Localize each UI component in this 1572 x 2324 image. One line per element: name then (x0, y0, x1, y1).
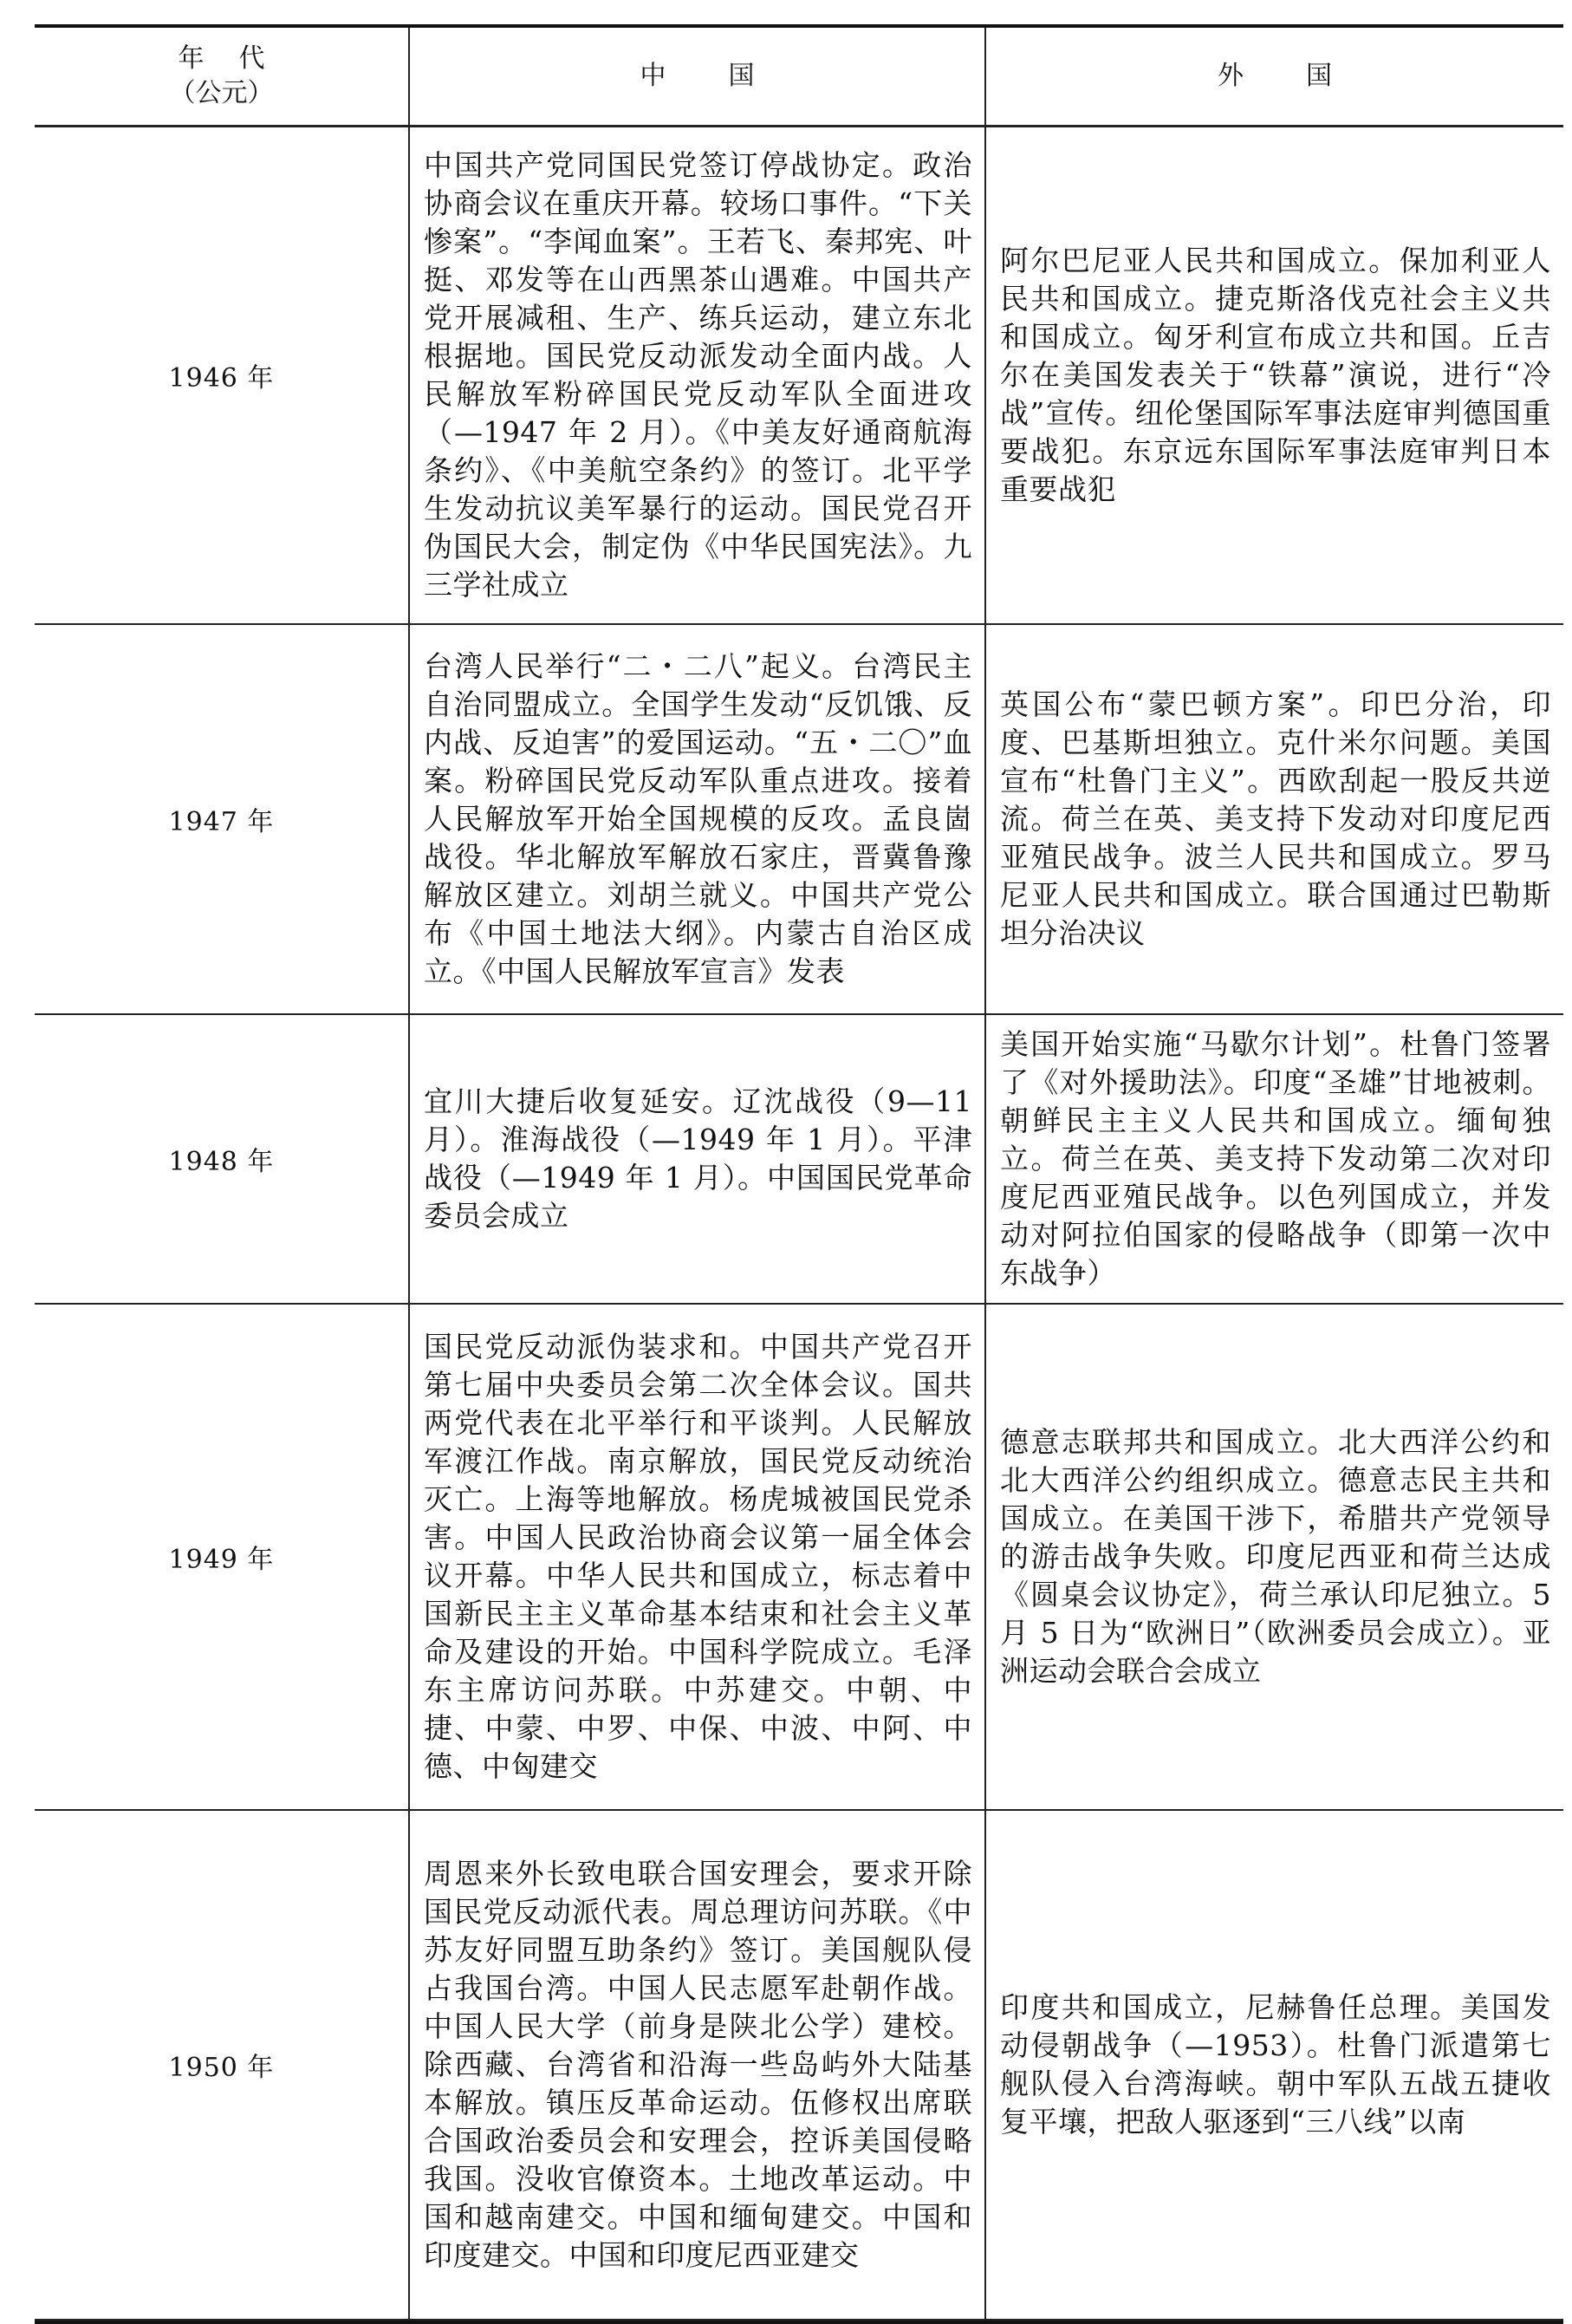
china-events-cell: 国民党反动派伪装求和。中国共产党召开第七届中央委员会第二次全体会议。国共两党代表在北平举行和平谈判。人民解放军渡江作战。南京解放，国民党反动统治灭亡。上海等地解放。杨虎城被国民党杀害。中国人民政治协商会议第一届全体会议开幕。中华人民共和国成立，标志着中国新民主主义革命基本结束和社会主义革命及建设的开始。中国科学院成立。毛泽东主席访问苏联。中苏建交。中朝、中捷、中蒙、中罗、中保、中波、中阿、中德、中匈建交 (409, 1304, 985, 1810)
foreign-events-cell: 美国开始实施“马歇尔计划”。杜鲁门签署了《对外援助法》。印度“圣雄”甘地被刺。朝鲜民主主义人民共和国成立。缅甸独立。荷兰在英、美支持下发动第二次对印度尼西亚殖民战争。以色列国成立，并发动对阿拉伯国家的侵略战争（即第一次中东战争） (985, 1014, 1563, 1304)
header-foreign (985, 28, 1563, 127)
table-row (35, 127, 1563, 625)
foreign-events-cell: 阿尔巴尼亚人民共和国成立。保加利亚人民共和国成立。捷克斯洛伐克社会主义共和国成立。匈牙利宣布成立共和国。丘吉尔在美国发表关于“铁幕”演说，进行“冷战”宣传。纽伦堡国际军事法庭审判德国重要战犯。东京远东国际军事法庭审判日本重要战犯 (985, 127, 1563, 625)
foreign-events-cell: 印度共和国成立，尼赫鲁任总理。美国发动侵朝战争（—1953）。杜鲁门派遣第七舰队侵入台湾海峡。朝中军队五战五捷收复平壤，把敌人驱逐到“三八线”以南 (985, 1810, 1563, 2320)
foreign-events-cell: 德意志联邦共和国成立。北大西洋公约和北大西洋公约组织成立。德意志民主共和国成立。在美国干涉下，希腊共产党领导的游击战争失败。印度尼西亚和荷兰达成《圆桌会议协定》，荷兰承认印尼独立。5 月 5 日为“欧洲日”（欧洲委员会成立）。亚洲运动会联合会成立 (985, 1304, 1563, 1810)
year-cell: 1950 年 (35, 1810, 409, 2320)
chronology-table-wrapper (35, 24, 1563, 2324)
year-cell: 1947 年 (35, 624, 409, 1014)
table-body (35, 127, 1563, 2321)
table-row (35, 624, 1563, 1014)
chronology-table (35, 28, 1563, 2321)
header-year-unit: （公元） (169, 78, 274, 108)
china-events-cell: 周恩来外长致电联合国安理会，要求开除国民党反动派代表。周总理访问苏联。《中苏友好同盟互助条约》签订。美国舰队侵占我国台湾。中国人民志愿军赴朝作战。中国人民大学（前身是陕北公学）建校。除西藏、台湾省和沿海一些岛屿外大陆基本解放。镇压反革命运动。伍修权出席联合国政治委员会和安理会，控诉美国侵略我国。没收官僚资本。土地改革运动。中国和越南建交。中国和缅甸建交。中国和印度建交。中国和印度尼西亚建交 (409, 1810, 985, 2320)
header-year (35, 28, 409, 127)
china-events-cell: 宜川大捷后收复延安。辽沈战役（9—11 月）。淮海战役（—1949 年 1 月）。平津战役（—1949 年 1 月）。中国国民党革命委员会成立 (409, 1014, 985, 1304)
foreign-events-cell: 英国公布“蒙巴顿方案”。印巴分治，印度、巴基斯坦独立。克什米尔问题。美国宣布“杜鲁门主义”。西欧刮起一股反共逆流。荷兰在英、美支持下发动对印度尼西亚殖民战争。波兰人民共和国成立。罗马尼亚人民共和国成立。联合国通过巴勒斯坦分治决议 (985, 624, 1563, 1014)
header-china-label: 中国 (640, 61, 817, 91)
header-year-label: 年代 (178, 43, 300, 74)
year-cell: 1948 年 (35, 1014, 409, 1304)
table-header (35, 28, 1563, 127)
table-row (35, 1810, 1563, 2320)
header-row (35, 28, 1563, 127)
china-events-cell: 台湾人民举行“二・二八”起义。台湾民主自治同盟成立。全国学生发动“反饥饿、反内战、反迫害”的爱国运动。“五・二〇”血案。粉碎国民党反动军队重点进攻。接着人民解放军开始全国规模的反攻。孟良崮战役。华北解放军解放石家庄，晋冀鲁豫解放区建立。刘胡兰就义。中国共产党公布《中国土地法大纲》。内蒙古自治区成立。《中国人民解放军宣言》发表 (409, 624, 985, 1014)
table-row (35, 1014, 1563, 1304)
year-cell: 1946 年 (35, 127, 409, 625)
header-foreign-label: 外国 (1218, 61, 1394, 91)
year-cell: 1949 年 (35, 1304, 409, 1810)
china-events-cell: 中国共产党同国民党签订停战协定。政治协商会议在重庆开幕。较场口事件。“下关惨案”。“李闻血案”。王若飞、秦邦宪、叶挺、邓发等在山西黑茶山遇难。中国共产党开展减租、生产、练兵运动，建立东北根据地。国民党反动派发动全面内战。人民解放军粉碎国民党反动军队全面进攻（—1947 年 2 月）。《中美友好通商航海条约》、《中美航空条约》的签订。北平学生发动抗议美军暴行的运动。国民党召开伪国民大会，制定伪《中华民国宪法》。九三学社成立 (409, 127, 985, 625)
table-row (35, 1304, 1563, 1810)
header-china (409, 28, 985, 127)
